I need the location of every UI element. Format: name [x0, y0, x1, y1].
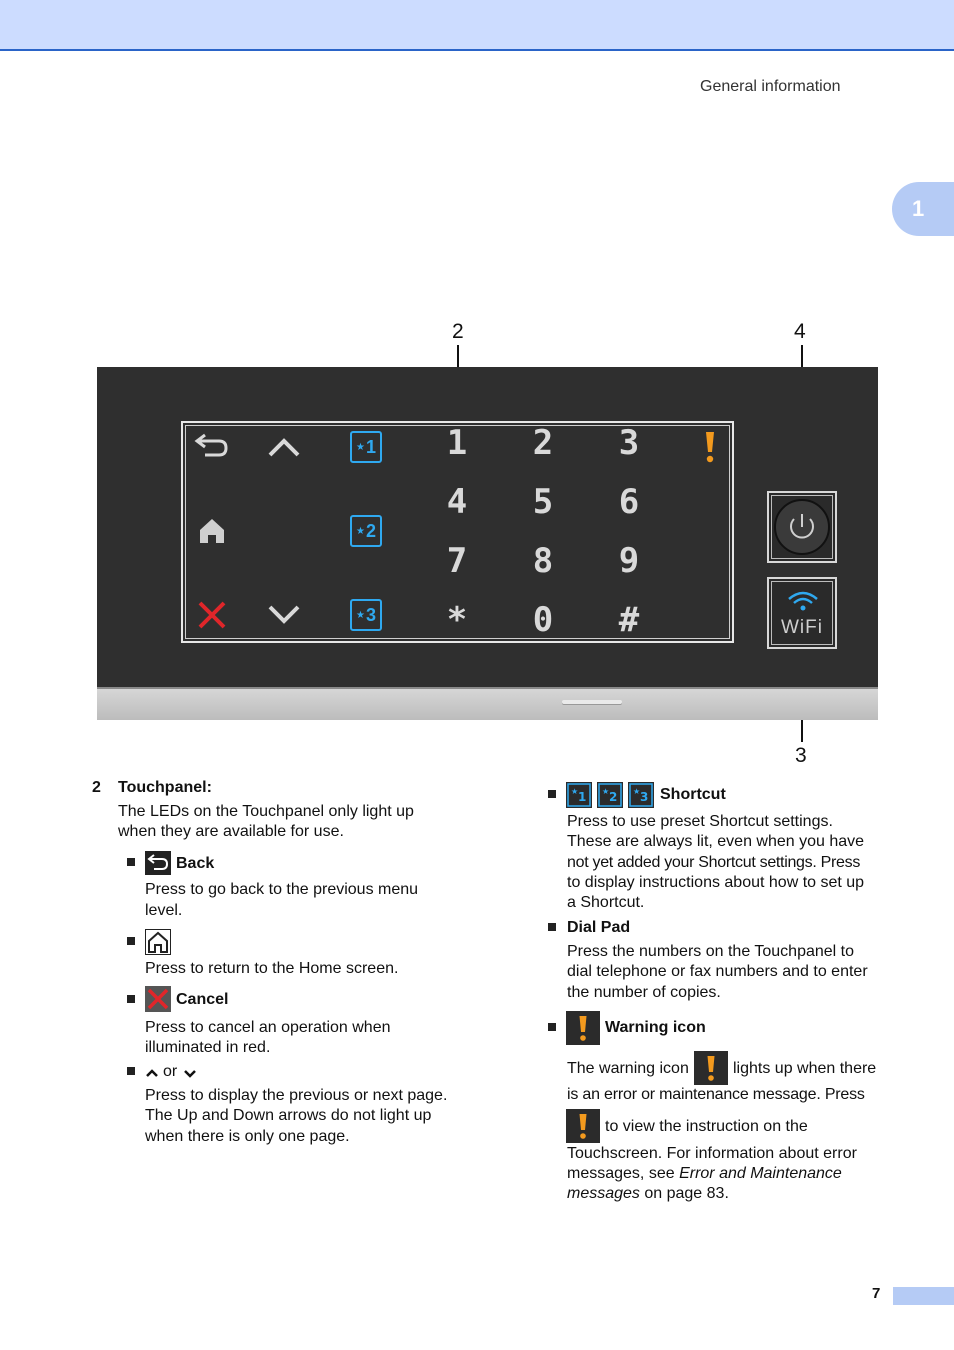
shortcut-1-button[interactable]: ★ 1	[350, 431, 382, 463]
callout-3: 3	[795, 744, 807, 767]
bullet	[548, 923, 556, 931]
svg-text:3: 3	[640, 790, 649, 804]
arrows-desc-3: when there is only one page.	[145, 1128, 350, 1145]
warning-text-2: lights up when there	[733, 1060, 877, 1077]
dialpad-desc-1: Press the numbers on the Touchpanel to	[567, 943, 854, 960]
back-icon	[145, 851, 171, 880]
shortcut-3-button[interactable]: ★ 3	[350, 599, 382, 631]
cancel-label: Cancel	[176, 991, 229, 1008]
running-head: General information	[700, 78, 841, 95]
error-messages-link-cont[interactable]: messages	[567, 1185, 640, 1202]
callout-2: 2	[452, 320, 464, 343]
dialpad-desc-2: dial telephone or fax numbers and to enter	[567, 963, 868, 980]
svg-text:★: ★	[571, 787, 579, 796]
page-number-bar	[893, 1287, 954, 1305]
back-icon[interactable]	[190, 427, 234, 467]
page-number: 7	[872, 1285, 881, 1302]
back-label: Back	[176, 855, 215, 872]
svg-text:★: ★	[633, 787, 641, 796]
warning-icon[interactable]	[688, 427, 732, 467]
shortcut-desc-5: a Shortcut.	[567, 894, 645, 911]
dialpad-key-6[interactable]: 6	[618, 482, 640, 522]
svg-text:1: 1	[578, 790, 587, 804]
shortcut-2-button[interactable]: ★ 2	[350, 515, 382, 547]
panel-slot	[562, 700, 622, 704]
header-bar	[0, 0, 954, 51]
back-desc-2: level.	[145, 902, 183, 919]
shortcut-desc-2: These are always lit, even when you have	[567, 833, 865, 850]
arrows-desc-1: Press to display the previous or next page.	[145, 1087, 448, 1104]
warning-label: Warning icon	[605, 1019, 706, 1036]
shortcut-desc-3: not yet added your Shortcut settings. Press	[567, 854, 861, 871]
wifi-button[interactable]	[767, 577, 837, 649]
item-number: 2	[92, 779, 101, 796]
dialpad-key-4[interactable]: 4	[446, 482, 468, 522]
warning-text-6: messages, see Error and Maintenance	[567, 1165, 842, 1182]
up-arrow-icon	[145, 1065, 159, 1083]
cancel-icon[interactable]	[190, 595, 234, 635]
dialpad-key-8[interactable]: 8	[532, 541, 554, 581]
intro-line-1: The LEDs on the Touchpanel only light up	[118, 803, 414, 820]
dialpad-key-5[interactable]: 5	[532, 482, 554, 522]
warning-text-7: messages on page 83.	[567, 1185, 729, 1202]
dialpad-key-3[interactable]: 3	[618, 423, 640, 463]
or-word: or	[163, 1063, 178, 1080]
shortcut-3-icon	[628, 782, 654, 813]
dialpad-key-1[interactable]: 1	[446, 423, 468, 463]
dialpad-key-hash[interactable]: #	[618, 600, 640, 640]
arrows-desc-2: The Up and Down arrows do not light up	[145, 1107, 432, 1124]
control-panel-base	[97, 687, 878, 720]
warning-text-4: to view the instruction on the	[605, 1118, 808, 1135]
dialpad-key-2[interactable]: 2	[532, 423, 554, 463]
bullet	[127, 995, 135, 1003]
bullet	[548, 1023, 556, 1031]
warning-text-3: is an error or maintenance message. Press	[567, 1086, 865, 1103]
dialpad-key-7[interactable]: 7	[446, 541, 468, 581]
cancel-icon	[145, 986, 171, 1017]
bullet	[127, 1067, 135, 1075]
warning-text-5: Touchscreen. For information about error	[567, 1145, 857, 1162]
up-arrow-icon[interactable]	[262, 427, 306, 467]
dialpad-desc-3: the number of copies.	[567, 984, 721, 1001]
bullet	[548, 790, 556, 798]
warning-icon	[566, 1109, 600, 1148]
dialpad-key-0[interactable]: 0	[532, 600, 554, 640]
bullet	[127, 858, 135, 866]
home-icon	[145, 929, 171, 960]
shortcut-desc-1: Press to use preset Shortcut settings.	[567, 813, 833, 830]
cancel-desc-1: Press to cancel an operation when	[145, 1019, 391, 1036]
shortcut-desc-4: to display instructions about how to set up	[567, 874, 865, 891]
home-desc: Press to return to the Home screen.	[145, 960, 399, 977]
warning-text-1: The warning icon	[567, 1060, 689, 1077]
warning-icon	[566, 1011, 600, 1050]
item-title: Touchpanel:	[118, 779, 212, 796]
cancel-desc-2: illuminated in red.	[145, 1039, 271, 1056]
dialpad-label: Dial Pad	[567, 919, 631, 936]
down-arrow-icon[interactable]	[262, 595, 306, 635]
home-icon[interactable]	[190, 511, 234, 551]
shortcut-2-icon	[597, 782, 623, 813]
bullet	[127, 937, 135, 945]
callout-4: 4	[794, 320, 806, 343]
svg-text:2: 2	[609, 790, 618, 804]
back-desc-1: Press to go back to the previous menu	[145, 881, 419, 898]
error-messages-link[interactable]: Error and Maintenance	[679, 1165, 842, 1182]
shortcut-1-icon	[566, 782, 592, 813]
dialpad-key-9[interactable]: 9	[618, 541, 640, 581]
svg-text:★: ★	[602, 787, 610, 796]
chapter-tab: 1	[892, 182, 954, 236]
shortcut-label: Shortcut	[660, 786, 726, 803]
down-arrow-icon	[183, 1066, 197, 1084]
intro-line-2: when they are available for use.	[118, 823, 344, 840]
power-button[interactable]	[767, 491, 837, 563]
wifi-label: WiFi	[781, 617, 823, 638]
dialpad-key-star[interactable]: *	[446, 600, 468, 640]
